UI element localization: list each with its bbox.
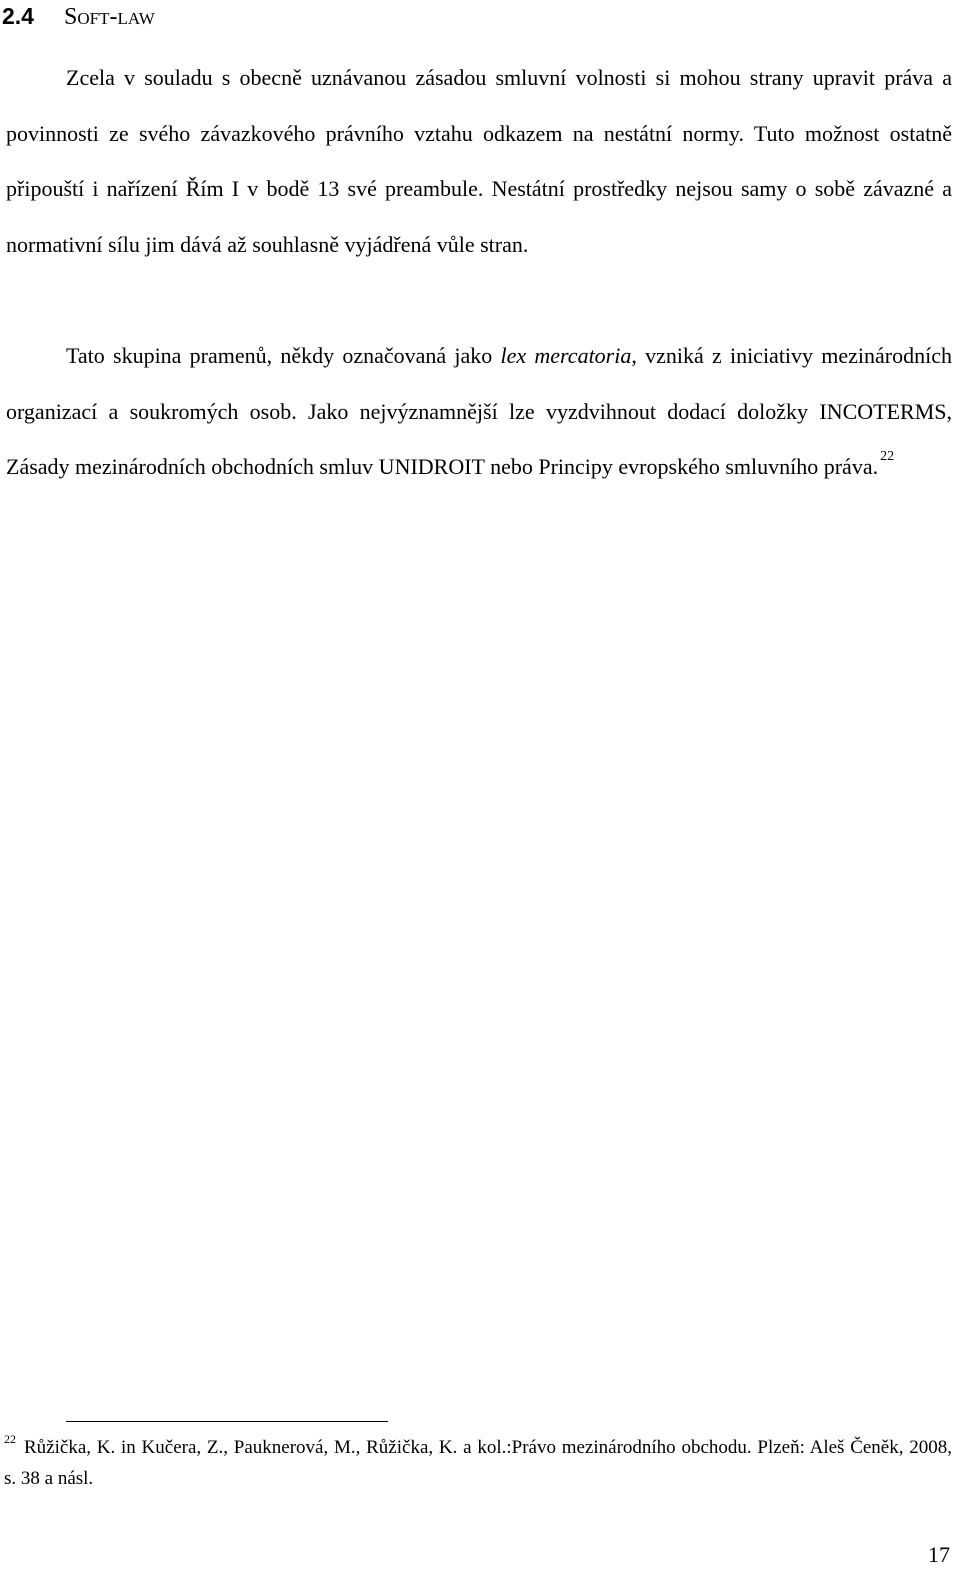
paragraph-1-text: Zcela v souladu s obecně uznávanou zásadou smluvní volnosti si mohou strany upravit práva a povinnosti ze svého závazkového právního vztahu odkazem na nestátní normy. Tuto možnost ostatně připouští i nařízení Řím I v bodě 13 své preambule. Nestátní prostředky nejsou samy o sobě závazné a normativní sílu jim dává až souhlasně vyjádřená vůle stran. (6, 65, 952, 257)
paragraph-2-text-before: Tato skupina pramenů, někdy označovaná jako (66, 343, 501, 368)
footnote-text: Růžička, K. in Kučera, Z., Pauknerová, M., Růžička, K. a kol.:Právo mezinárodního obchodu. Plzeň: Aleš Čeněk, 2008, s. 38 a násl. (4, 1437, 952, 1489)
section-heading (2, 0, 155, 32)
footnote-reference[interactable]: 22 (880, 449, 895, 464)
paragraph-2-text-after: , vzniká z iniciativy mezinárodních organizací a soukromých osob. Jako nejvýznamnější lze vyzdvihnout dodací doložky INCOTERMS, Zásady mezinárodních obchodních smluv UNIDROIT nebo Principy evropského smluvního práva. (6, 343, 952, 479)
paragraph-2 (6, 328, 952, 495)
footnote-separator (66, 1421, 388, 1422)
paragraph-2-italic-term: lex mercatoria (500, 343, 632, 368)
footnote-number: 22 (4, 1432, 16, 1446)
section-title: Soft-law (63, 4, 155, 30)
footnote (4, 1432, 952, 1494)
page-number: 17 (928, 1542, 950, 1567)
paragraph-1 (6, 50, 952, 272)
section-number: 2.4 (2, 3, 34, 29)
